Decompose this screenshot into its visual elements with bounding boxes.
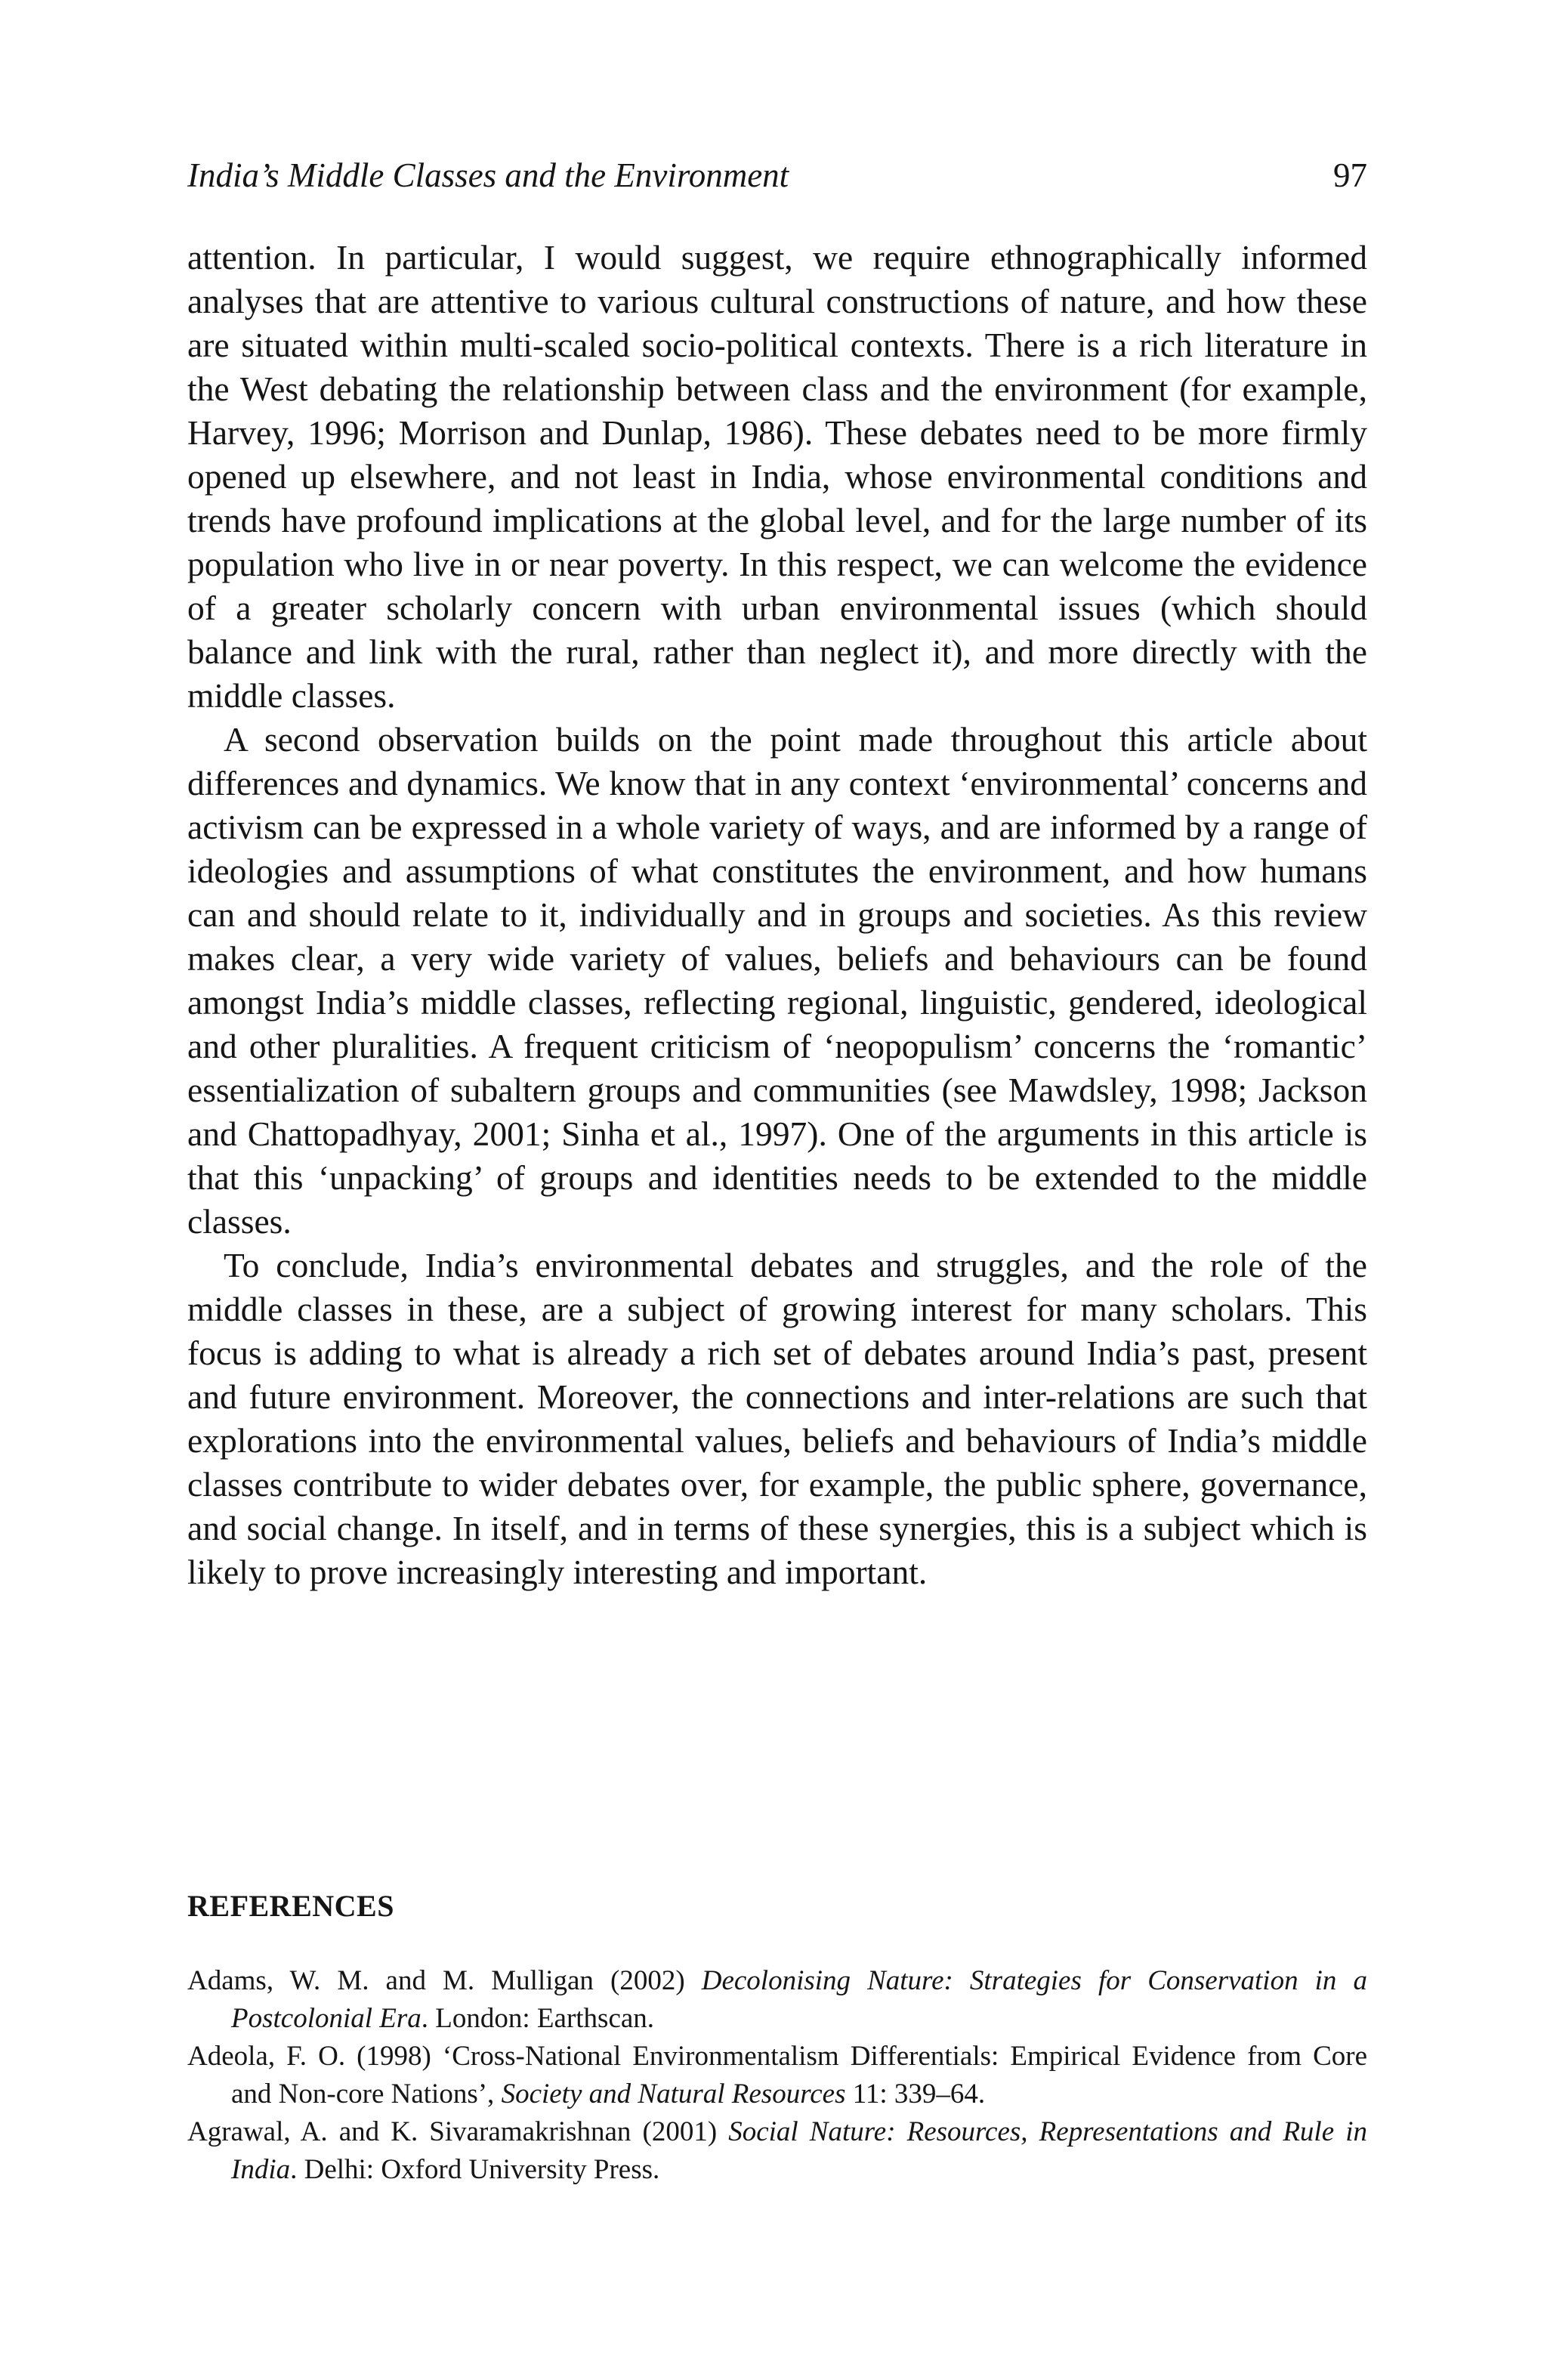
reference-publication: 11: 339–64. xyxy=(845,2079,986,2110)
reference-authors: Adams, W. M. and M. Mulligan (2002) xyxy=(187,1965,702,1996)
reference-publication: . London: Earthscan. xyxy=(421,2003,655,2034)
body-text xyxy=(187,236,1367,1594)
reference-authors: Adeola, F. O. (1998) ‘Cross-National Environmentalism Differentials: Empirical Evidence from Core and Non-core Nations’, xyxy=(187,2041,1367,2110)
reference-entry xyxy=(187,1962,1367,2038)
paragraph-continued: attention. In particular, I would suggest, we require ethnographically informed analyses that are attentive to various cultural constructions of nature, and how these are situated within multi-scaled socio-political contexts. There is a rich literature in the West debating the relationship between class and the environment (for example, Harvey, 1996; Morrison and Dunlap, 1986). These debates need to be more firmly opened up elsewhere, and not least in India, whose environmental conditions and trends have profound implications at the global level, and for the large number of its population who live in or near poverty. In this respect, we can welcome the evidence of a greater scholarly concern with urban environmental issues (which should balance and link with the rural, rather than neglect it), and more directly with the middle classes. xyxy=(187,238,1367,715)
paragraph-conclusion: To conclude, India’s environmental debates and struggles, and the role of the middle classes in these, are a subject of growing interest for many scholars. This focus is adding to what is already a rich set of debates around India’s past, present and future environment. Moreover, the connections and inter-relations are such that explorations into the environmental values, beliefs and behaviours of India’s middle classes contribute to wider debates over, for example, the public sphere, governance, and social change. In itself, and in terms of these synergies, this is a subject which is likely to prove increasingly interesting and important. xyxy=(187,1246,1367,1591)
reference-publication: . Delhi: Oxford University Press. xyxy=(290,2154,660,2185)
reference-entry xyxy=(187,2113,1367,2189)
running-head xyxy=(187,153,1367,198)
references-heading: REFERENCES xyxy=(187,1889,394,1923)
reference-title: Social Nature: Resources, Representations and Rule in India xyxy=(231,2116,1367,2185)
reference-title: Decolonising Nature: Strategies for Conservation in a Postcolonial Era xyxy=(231,1965,1368,2034)
paragraph-second-observation: A second observation builds on the point made throughout this article about differences and dynamics. We know that in any context ‘environmental’ concerns and activism can be expressed in a whole variety of ways, and are informed by a range of ideologies and assumptions of what constitutes the environment, and how humans can and should relate to it, individually and in groups and societies. As this review makes clear, a very wide variety of values, beliefs and behaviours can be found amongst India’s middle classes, reflecting regional, linguistic, gendered, ideological and other pluralities. A frequent criticism of ‘neopopulism’ concerns the ‘romantic’ essentialization of subaltern groups and communities (see Mawdsley, 1998; Jackson and Chattopadhyay, 2001; Sinha et al., 1997). One of the arguments in this article is that this ‘unpacking’ of groups and identities needs to be extended to the middle classes. xyxy=(187,720,1367,1241)
running-title: India’s Middle Classes and the Environment xyxy=(187,156,789,194)
reference-authors: Agrawal, A. and K. Sivaramakrishnan (2001) xyxy=(187,2116,729,2147)
reference-title: Society and Natural Resources xyxy=(501,2079,846,2110)
page-number: 97 xyxy=(1333,156,1367,194)
reference-entry xyxy=(187,2038,1367,2113)
references-list xyxy=(187,1962,1367,2189)
